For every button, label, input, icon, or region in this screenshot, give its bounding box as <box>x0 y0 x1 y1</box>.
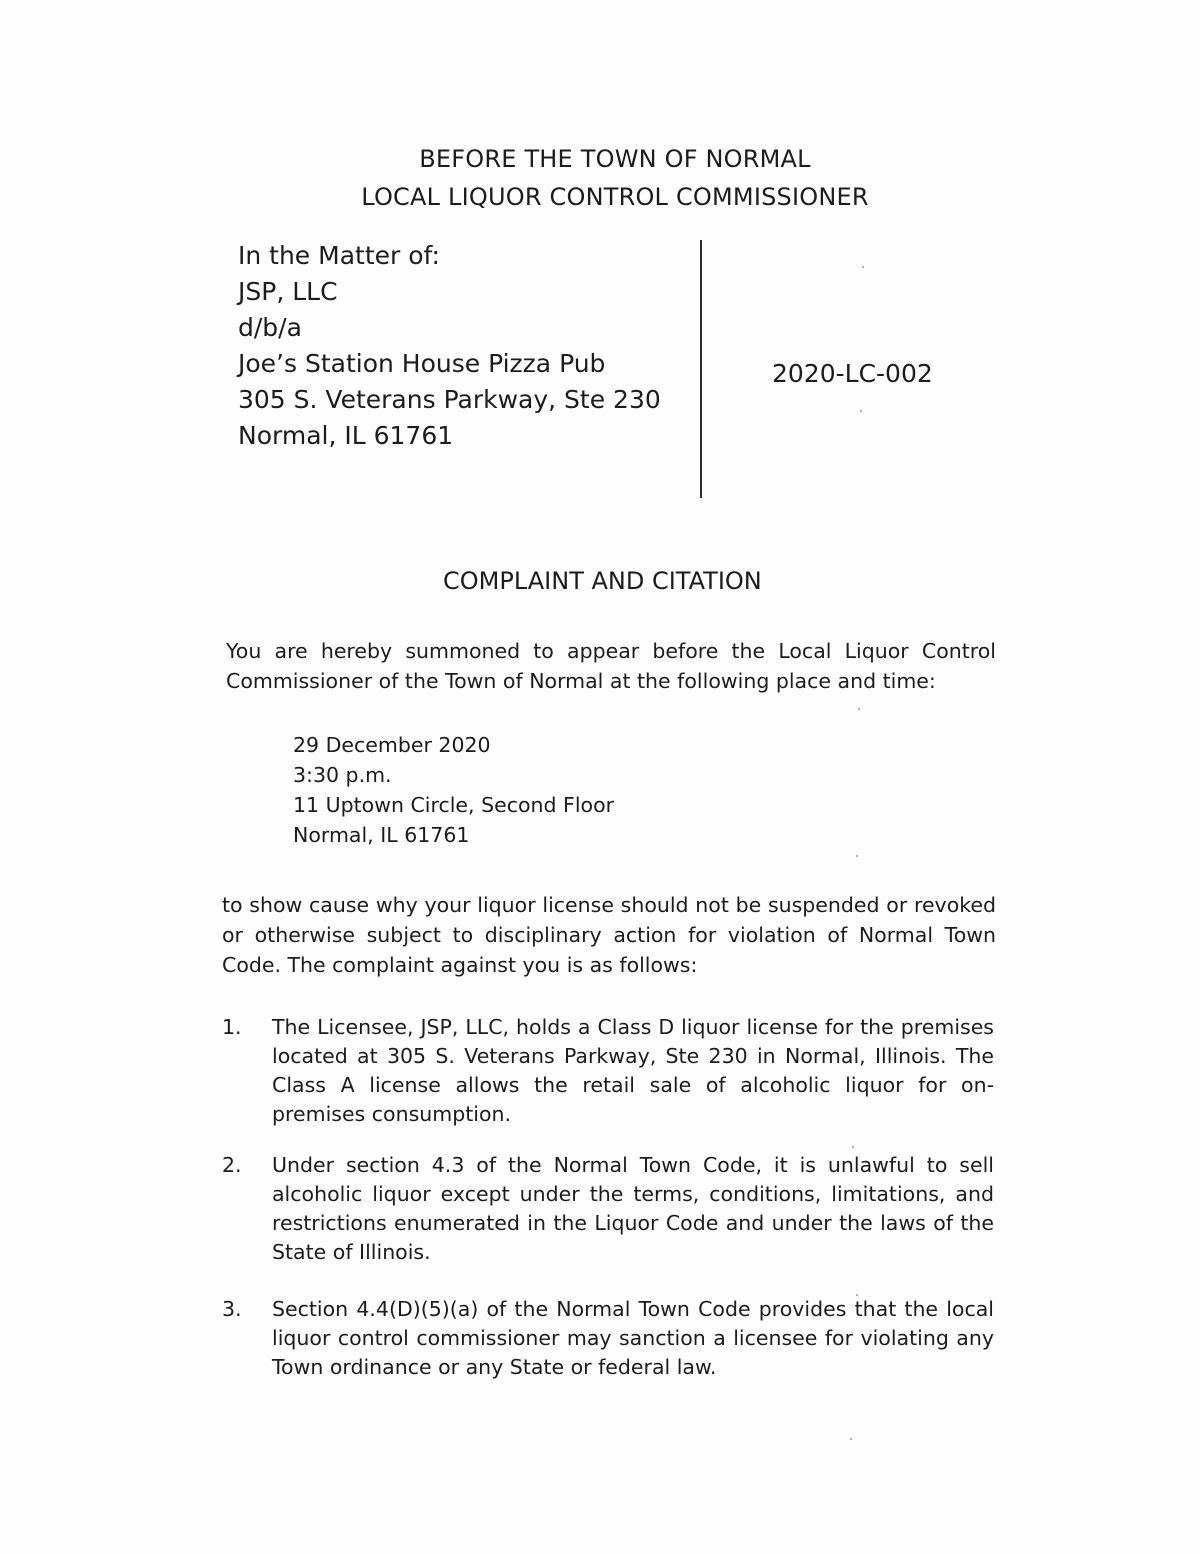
caption-divider <box>700 240 702 498</box>
caption-line: 305 S. Veterans Parkway, Ste 230 <box>238 385 661 414</box>
appearance-city: Normal, IL 61761 <box>293 823 470 847</box>
caption-line: JSP, LLC <box>238 277 338 306</box>
show-cause-paragraph: to show cause why your liquor license should not be suspended or revoked or otherwise subject to disciplinary action for violation of Normal Town Code. The complaint against you is as follows: <box>222 893 996 977</box>
appearance-address: 11 Uptown Circle, Second Floor <box>293 793 615 817</box>
case-number: 2020-LC-002 <box>772 359 933 388</box>
scan-speck <box>856 855 858 857</box>
appearance-details <box>293 730 614 850</box>
item-number: 1. <box>222 1015 242 1039</box>
scan-speck <box>860 410 862 412</box>
caption-line: Joe’s Station House Pizza Pub <box>238 349 606 378</box>
caption-line: In the Matter of: <box>238 241 440 270</box>
item-number: 2. <box>222 1153 242 1177</box>
item-number: 3. <box>222 1297 242 1321</box>
document-heading <box>250 140 980 216</box>
scan-speck <box>850 1438 852 1440</box>
appearance-time: 3:30 p.m. <box>293 763 392 787</box>
caption-line: d/b/a <box>238 313 302 342</box>
scan-speck <box>856 1294 858 1296</box>
summons-paragraph: You are hereby summoned to appear before the Local Liquor Control Commissioner of the Town of Normal at the following place and time: <box>226 639 996 693</box>
heading-line-2: LOCAL LIQUOR CONTROL COMMISSIONER <box>361 183 869 211</box>
document-title: COMPLAINT AND CITATION <box>443 567 762 595</box>
item-text: Section 4.4(D)(5)(a) of the Normal Town Code provides that the local liquor control commissioner may sanction a licensee for violating any Town ordinance or any State or federal law. <box>272 1297 994 1379</box>
scan-speck <box>852 1146 854 1148</box>
item-text: Under section 4.3 of the Normal Town Code, it is unlawful to sell alcoholic liquor except under the terms, conditions, limitations, and restrictions enumerated in the Liquor Code and under the laws of the State of Illinois. <box>272 1153 994 1264</box>
appearance-date: 29 December 2020 <box>293 733 491 757</box>
case-caption <box>238 238 678 454</box>
scan-speck <box>858 708 860 710</box>
scan-speck <box>862 266 864 268</box>
heading-line-1: BEFORE THE TOWN OF NORMAL <box>419 145 811 173</box>
caption-line: Normal, IL 61761 <box>238 421 454 450</box>
item-text: The Licensee, JSP, LLC, holds a Class D liquor license for the premises located at 305 S. Veterans Parkway, Ste 230 in Normal, Illinois. The Class A license allows the retail sale of alcoholic liquor for on-premises consumption. <box>272 1015 994 1126</box>
